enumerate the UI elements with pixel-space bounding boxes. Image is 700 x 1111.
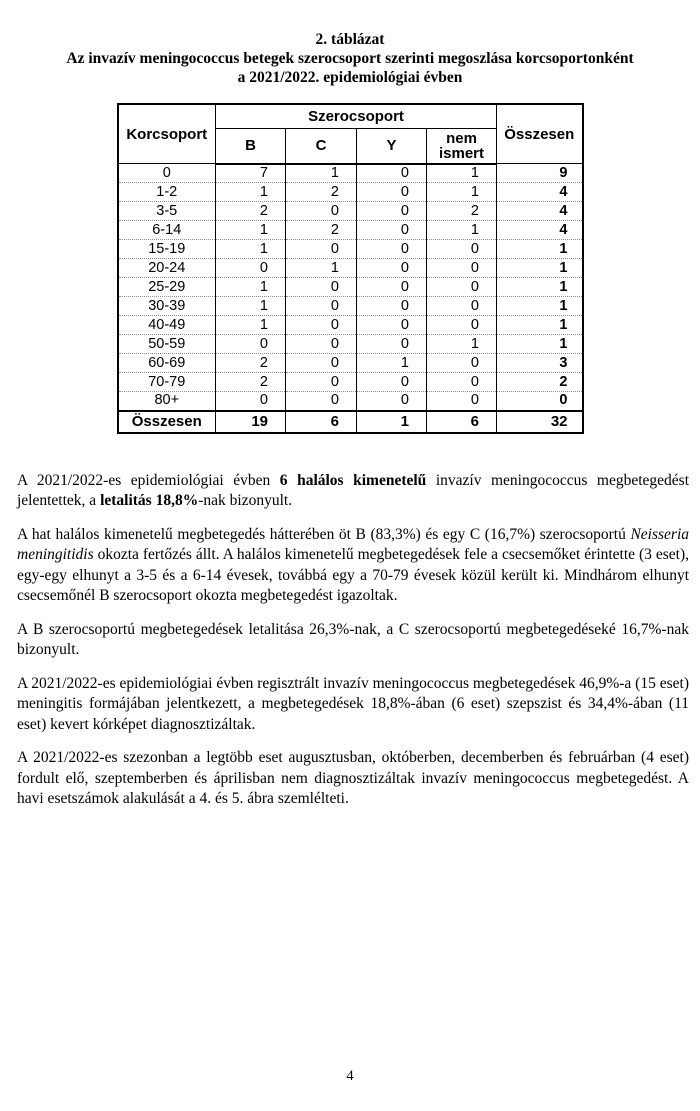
count-y-cell: 0 [357, 297, 427, 316]
paragraph-clinical-forms [17, 674, 689, 736]
total-row-label: Összesen [118, 411, 216, 433]
count-b-cell: 2 [216, 202, 286, 221]
table-row [118, 259, 583, 278]
count-unknown-cell: 0 [427, 354, 497, 373]
body-text [17, 471, 689, 810]
count-y-cell: 0 [357, 316, 427, 335]
table-row [118, 373, 583, 392]
count-y-cell: 0 [357, 164, 427, 183]
age-group-cell: 0 [118, 164, 216, 183]
row-total-cell: 4 [497, 221, 583, 240]
row-total-cell: 1 [497, 240, 583, 259]
header-serogroup-b: B [216, 128, 286, 164]
text-run: letalitás 18,8% [100, 492, 199, 509]
count-y-cell: 0 [357, 259, 427, 278]
count-c-cell: 0 [286, 316, 357, 335]
count-c-cell: 0 [286, 240, 357, 259]
text-run: okozta fertőzés állt. A halálos kimenetelű megbetegedések fele a csecsemőket érintette (3 eset), egy-egy elhunyt a 3-5 és a 6-14 évesek, továbbá egy a 70-79 évesek közül került ki. Mindhárom elhunyt csecsemőnél B szerocsoport okozta megbetegedést igazoltak. [17, 546, 689, 604]
count-y-cell: 0 [357, 240, 427, 259]
count-unknown-cell: 0 [427, 297, 497, 316]
count-y-cell: 0 [357, 202, 427, 221]
count-b-cell: 2 [216, 373, 286, 392]
count-unknown-cell: 1 [427, 335, 497, 354]
age-group-cell: 1-2 [118, 183, 216, 202]
header-serogroup: Szerocsoport [216, 104, 497, 128]
caption-line-title: Az invazív meningococcus betegek szerocsoport szerinti megoszlása korcsoportonként [66, 50, 634, 67]
text-run: 6 halálos kimenetelű [279, 471, 427, 489]
table-row [118, 335, 583, 354]
age-group-cell: 25-29 [118, 278, 216, 297]
row-total-cell: 9 [497, 164, 583, 183]
age-group-cell: 70-79 [118, 373, 216, 392]
count-unknown-cell: 0 [427, 240, 497, 259]
total-overall-cell: 32 [497, 411, 583, 433]
age-group-cell: 15-19 [118, 240, 216, 259]
count-b-cell: 1 [216, 183, 286, 202]
count-c-cell: 1 [286, 164, 357, 183]
paragraph-lethality-summary [17, 471, 689, 512]
age-group-cell: 50-59 [118, 335, 216, 354]
count-b-cell: 1 [216, 297, 286, 316]
age-group-cell: 6-14 [118, 221, 216, 240]
page-number: 4 [346, 1068, 354, 1084]
age-group-cell: 20-24 [118, 259, 216, 278]
count-unknown-cell: 1 [427, 164, 497, 183]
text-run: A 2021/2022-es szezonban a legtöbb eset augusztusban, októberben, decemberben és februárban (4 eset) fordult elő, szeptemberben és áprilisban nem diagnosztizáltak invazív meningococcus megbetegedést. A havi esetszámok alakulását a 4. és 5. ábra szemlélteti. [17, 749, 689, 807]
count-unknown-cell: 1 [427, 221, 497, 240]
table-caption [0, 30, 700, 87]
row-total-cell: 2 [497, 373, 583, 392]
row-total-cell: 1 [497, 335, 583, 354]
table-row [118, 278, 583, 297]
caption-line-number: 2. táblázat [315, 31, 385, 48]
count-y-cell: 0 [357, 278, 427, 297]
count-c-cell: 0 [286, 392, 357, 411]
count-unknown-cell: 0 [427, 392, 497, 411]
total-b-cell: 19 [216, 411, 286, 433]
header-serogroup-y: Y [357, 128, 427, 164]
header-age-group: Korcsoport [118, 104, 216, 164]
count-c-cell: 0 [286, 335, 357, 354]
row-total-cell: 3 [497, 354, 583, 373]
header-serogroup-unknown: nem ismert [427, 128, 497, 164]
age-group-cell: 30-39 [118, 297, 216, 316]
paragraph-serogroup-lethality [17, 620, 689, 661]
table-row [118, 183, 583, 202]
row-total-cell: 4 [497, 202, 583, 221]
age-group-cell: 40-49 [118, 316, 216, 335]
count-unknown-cell: 0 [427, 316, 497, 335]
count-b-cell: 0 [216, 259, 286, 278]
table-row [118, 392, 583, 411]
document-page [0, 30, 700, 1111]
text-run: A B szerocsoportú megbetegedések letalitása 26,3%-nak, a C szerocsoportú megbetegedéseké 16,7%-nak bizonyult. [17, 620, 689, 658]
row-total-cell: 1 [497, 316, 583, 335]
table-body [118, 164, 583, 411]
age-group-cell: 60-69 [118, 354, 216, 373]
table-row [118, 297, 583, 316]
count-c-cell: 0 [286, 297, 357, 316]
row-total-cell: 4 [497, 183, 583, 202]
age-group-cell: 3-5 [118, 202, 216, 221]
count-b-cell: 7 [216, 164, 286, 183]
count-c-cell: 1 [286, 259, 357, 278]
total-y-cell: 1 [357, 411, 427, 433]
count-c-cell: 0 [286, 202, 357, 221]
table-header [118, 104, 583, 164]
count-c-cell: 0 [286, 373, 357, 392]
total-row [118, 411, 583, 433]
count-unknown-cell: 2 [427, 202, 497, 221]
age-group-cell: 80+ [118, 392, 216, 411]
text-run: Neisseria meningitidis [17, 525, 689, 563]
table-row [118, 316, 583, 335]
header-serogroup-c: C [286, 128, 357, 164]
paragraph-monthly-distribution [17, 748, 689, 810]
total-unknown-cell: 6 [427, 411, 497, 433]
text-run: -nak bizonyult. [198, 492, 293, 509]
table-row [118, 240, 583, 259]
table-row [118, 221, 583, 240]
count-b-cell: 1 [216, 278, 286, 297]
count-b-cell: 1 [216, 240, 286, 259]
count-b-cell: 0 [216, 392, 286, 411]
count-y-cell: 0 [357, 392, 427, 411]
count-b-cell: 0 [216, 335, 286, 354]
count-y-cell: 1 [357, 354, 427, 373]
text-run: A 2021/2022-es epidemiológiai évben regisztrált invazív meningococcus megbetegedések 46,9%-a (15 eset) meningitis formájában jelentkezett, a megbetegedések 18,8%-ában (6 eset) szepszist és 34,4%-ában (11 eset) kevert kórképet diagnosztizáltak. [17, 674, 689, 733]
count-unknown-cell: 0 [427, 278, 497, 297]
paragraph-fatal-cases-detail [17, 525, 689, 607]
text-run: invazív meningococcus megbetegedést jelentettek, a [17, 471, 689, 509]
row-total-cell: 1 [497, 297, 583, 316]
row-total-cell: 0 [497, 392, 583, 411]
row-total-cell: 1 [497, 259, 583, 278]
count-b-cell: 1 [216, 221, 286, 240]
caption-line-period: a 2021/2022. epidemiológiai évben [237, 69, 463, 86]
count-y-cell: 0 [357, 221, 427, 240]
count-unknown-cell: 1 [427, 183, 497, 202]
count-unknown-cell: 0 [427, 259, 497, 278]
count-y-cell: 0 [357, 373, 427, 392]
total-c-cell: 6 [286, 411, 357, 433]
count-c-cell: 0 [286, 278, 357, 297]
count-y-cell: 0 [357, 335, 427, 354]
count-y-cell: 0 [357, 183, 427, 202]
table-row [118, 354, 583, 373]
count-unknown-cell: 0 [427, 373, 497, 392]
table-row [118, 202, 583, 221]
count-c-cell: 2 [286, 221, 357, 240]
serogroup-age-table [117, 103, 584, 434]
count-c-cell: 2 [286, 183, 357, 202]
text-run: A hat halálos kimenetelű megbetegedés hátterében öt B (83,3%) és egy C (16,7%) szerocsoportú [17, 525, 631, 543]
count-c-cell: 0 [286, 354, 357, 373]
header-total: Összesen [497, 104, 583, 164]
table-footer [118, 411, 583, 433]
count-b-cell: 2 [216, 354, 286, 373]
count-b-cell: 1 [216, 316, 286, 335]
row-total-cell: 1 [497, 278, 583, 297]
text-run: A 2021/2022-es epidemiológiai évben [17, 471, 280, 489]
table-row [118, 164, 583, 183]
